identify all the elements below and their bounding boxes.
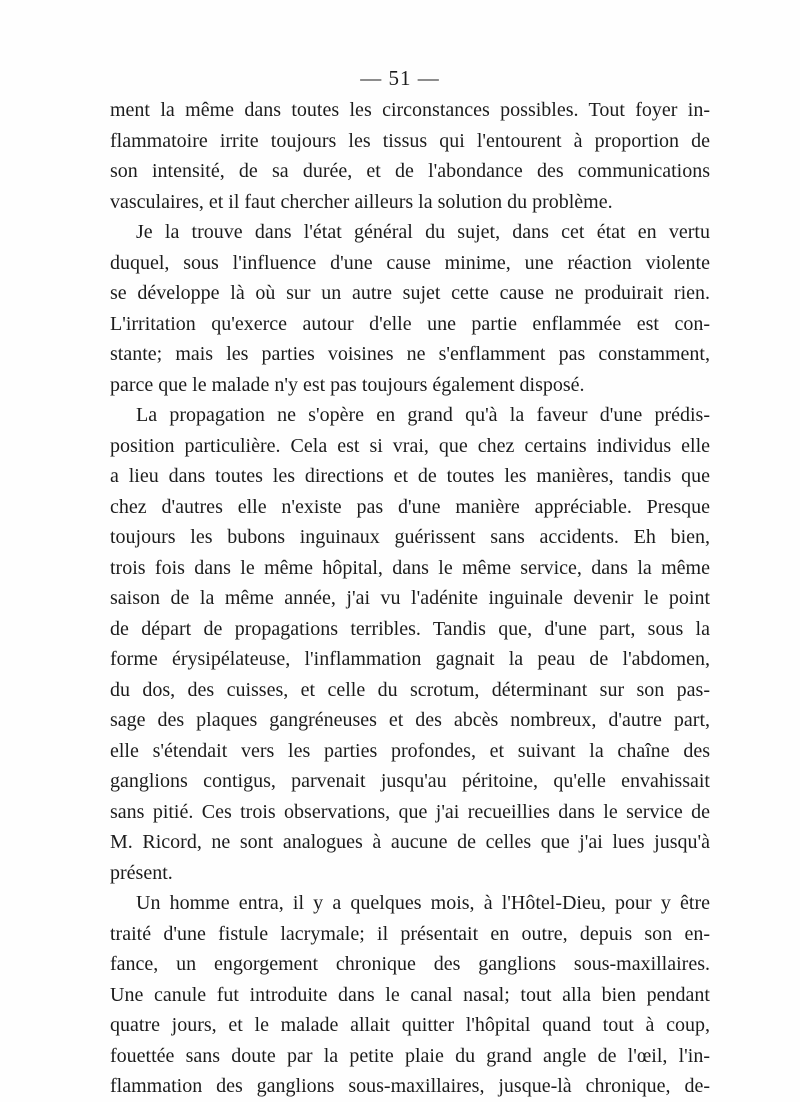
text-line: flammation des ganglions sous-maxillaires, jusque-là chronique, de- xyxy=(110,1075,710,1097)
paragraph xyxy=(110,217,710,400)
text-line: toujours les bubons inguinaux guérissent sans accidents. Eh bien, xyxy=(110,526,710,548)
paragraph xyxy=(110,400,710,888)
text-line: Une canule fut introduite dans le canal nasal; tout alla bien pendant xyxy=(110,983,710,1006)
text-line: position particulière. Cela est si vrai, que chez certains individus elle xyxy=(110,434,710,457)
text-line: duquel, sous l'influence d'une cause minime, une réaction violente xyxy=(110,251,710,274)
text-line: son intensité, de sa durée, et de l'abondance des communications xyxy=(110,160,710,182)
text-line: forme érysipélateuse, l'inflammation gagnait la peau de l'abdomen, xyxy=(110,648,710,670)
text-line: sage des plaques gangréneuses et des abcès nombreux, d'autre part, xyxy=(110,709,710,731)
text-line: quatre jours, et le malade allait quitter l'hôpital quand tout à coup, xyxy=(110,1014,710,1036)
paragraph xyxy=(110,95,710,217)
page-number: — 51 — xyxy=(360,66,440,90)
text-line: de départ de propagations terribles. Tandis que, d'une part, sous la xyxy=(110,617,710,640)
text-line: stante; mais les parties voisines ne s'enflamment pas constamment, xyxy=(110,343,710,365)
text-line: parce que le malade n'y est pas toujours également disposé. xyxy=(110,373,585,396)
text-line: se développe là où sur un autre sujet cette cause ne produirait rien. xyxy=(110,282,710,304)
text-line: fouettée sans doute par la petite plaie du grand angle de l'œil, l'in- xyxy=(110,1044,710,1067)
text-line: saison de la même année, j'ai vu l'adénite inguinale devenir le point xyxy=(110,587,710,609)
text-line: Un homme entra, il y a quelques mois, à l'Hôtel-Dieu, pour y être xyxy=(136,892,710,914)
text-line: flammatoire irrite toujours les tissus qui l'entourent à proportion de xyxy=(110,129,710,152)
text-line: chez d'autres elle n'existe pas d'une manière appréciable. Presque xyxy=(110,495,710,518)
text-line: La propagation ne s'opère en grand qu'à la faveur d'une prédis- xyxy=(136,404,710,426)
text-line: ment la même dans toutes les circonstances possibles. Tout foyer in- xyxy=(110,99,710,121)
text-line: présent. xyxy=(110,861,173,884)
text-line: elle s'étendait vers les parties profondes, et suivant la chaîne des xyxy=(110,739,710,762)
text-line: M. Ricord, ne sont analogues à aucune de celles que j'ai lues jusqu'à xyxy=(110,831,710,853)
paragraph xyxy=(110,888,710,1102)
text-line: sans pitié. Ces trois observations, que j'ai recueillies dans le service de xyxy=(110,800,710,823)
text-line: du dos, des cuisses, et celle du scrotum, déterminant sur son pas- xyxy=(110,678,710,701)
text-line: trois fois dans le même hôpital, dans le même service, dans la même xyxy=(110,556,710,579)
text-line: a lieu dans toutes les directions et de toutes les manières, tandis que xyxy=(110,465,710,487)
text-line: Je la trouve dans l'état général du sujet, dans cet état en vertu xyxy=(136,221,710,243)
text-line: vasculaires, et il faut chercher ailleurs la solution du problème. xyxy=(110,190,613,213)
text-line: traité d'une fistule lacrymale; il présentait en outre, depuis son en- xyxy=(110,922,710,945)
text-line: ganglions contigus, parvenait jusqu'au péritoine, qu'elle envahissait xyxy=(110,770,710,792)
body-text xyxy=(110,95,710,1102)
text-line: fance, un engorgement chronique des ganglions sous-maxillaires. xyxy=(110,953,710,975)
text-line: L'irritation qu'exerce autour d'elle une partie enflammée est con- xyxy=(110,312,710,335)
